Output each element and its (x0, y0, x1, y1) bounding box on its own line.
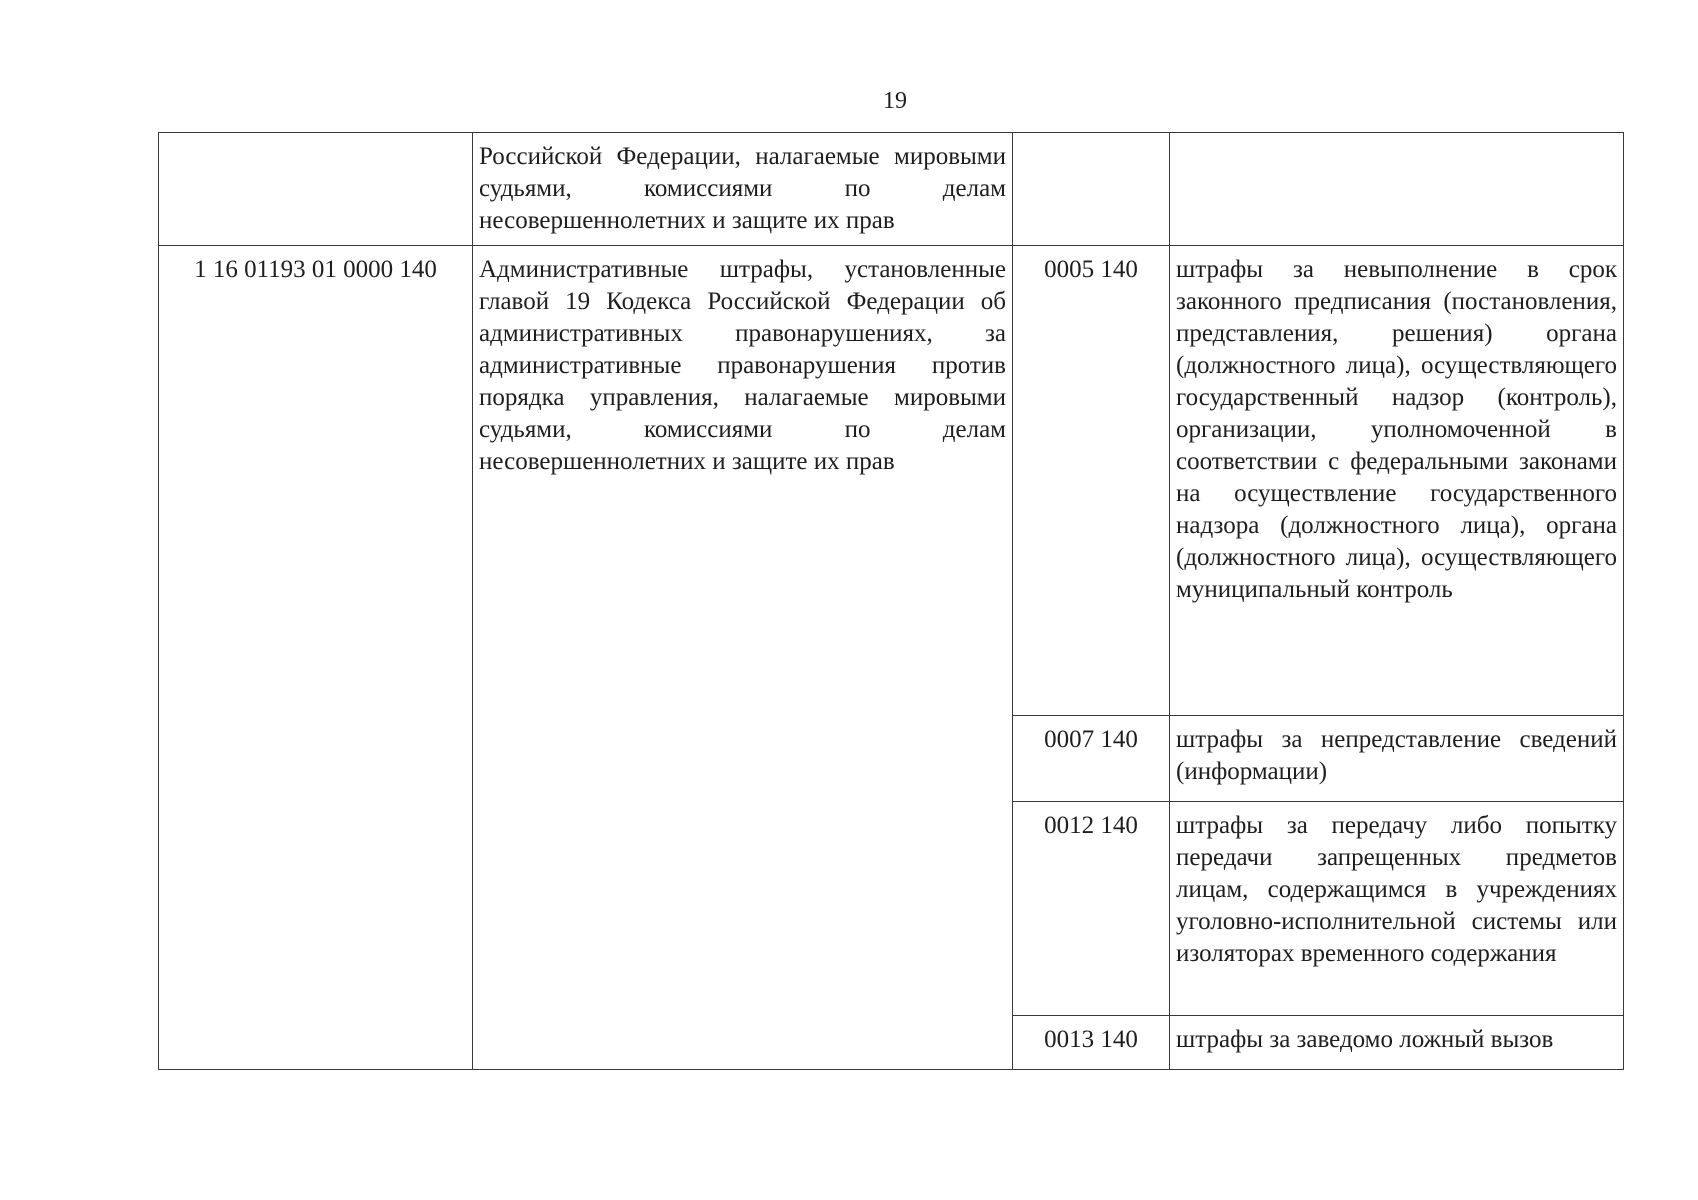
table-row-continuation (159, 133, 1624, 246)
subdescription-cell: штрафы за заведомо ложный вызов (1170, 1016, 1624, 1070)
page-number: 19 (883, 88, 907, 114)
subcode-cell: 0007 140 (1013, 716, 1170, 802)
code-cell: 1 16 01193 01 0000 140 (159, 246, 473, 1070)
subcode-cell: 0012 140 (1013, 802, 1170, 1016)
table-row (159, 246, 1624, 716)
code-cell (159, 133, 473, 246)
description-cell: Российской Федерации, налагаемые мировыми судьями, комиссиями по делам несовершеннолетних и защите их прав (473, 133, 1013, 246)
subdescription-cell: штрафы за передачу либо попытку передачи запрещенных предметов лицам, содержащимся в учреждениях уголовно-исполнительной системы или изоляторах временного содержания (1170, 802, 1624, 1016)
subcode-cell: 0013 140 (1013, 1016, 1170, 1070)
subcode-cell: 0005 140 (1013, 246, 1170, 716)
subdescription-cell (1170, 133, 1624, 246)
description-cell: Административные штрафы, установленные главой 19 Кодекса Российской Федерации об административных правонарушениях, за административные правонарушения против порядка управления, налагаемые мировыми судьями, комиссиями по делам несовершеннолетних и защите их прав (473, 246, 1013, 1070)
subdescription-cell: штрафы за непредставление сведений (информации) (1170, 716, 1624, 802)
budget-codes-table (158, 132, 1624, 1070)
subcode-cell (1013, 133, 1170, 246)
subdescription-cell: штрафы за невыполнение в срок законного предписания (постановления, представления, решения) органа (должностного лица), осуществляющего государственный надзор (контроль), организации, уполномоченной в соответствии с федеральными законами на осуществление государственного надзора (должностного лица), органа (должностного лица), осуществляющего муниципальный контроль (1170, 246, 1624, 716)
